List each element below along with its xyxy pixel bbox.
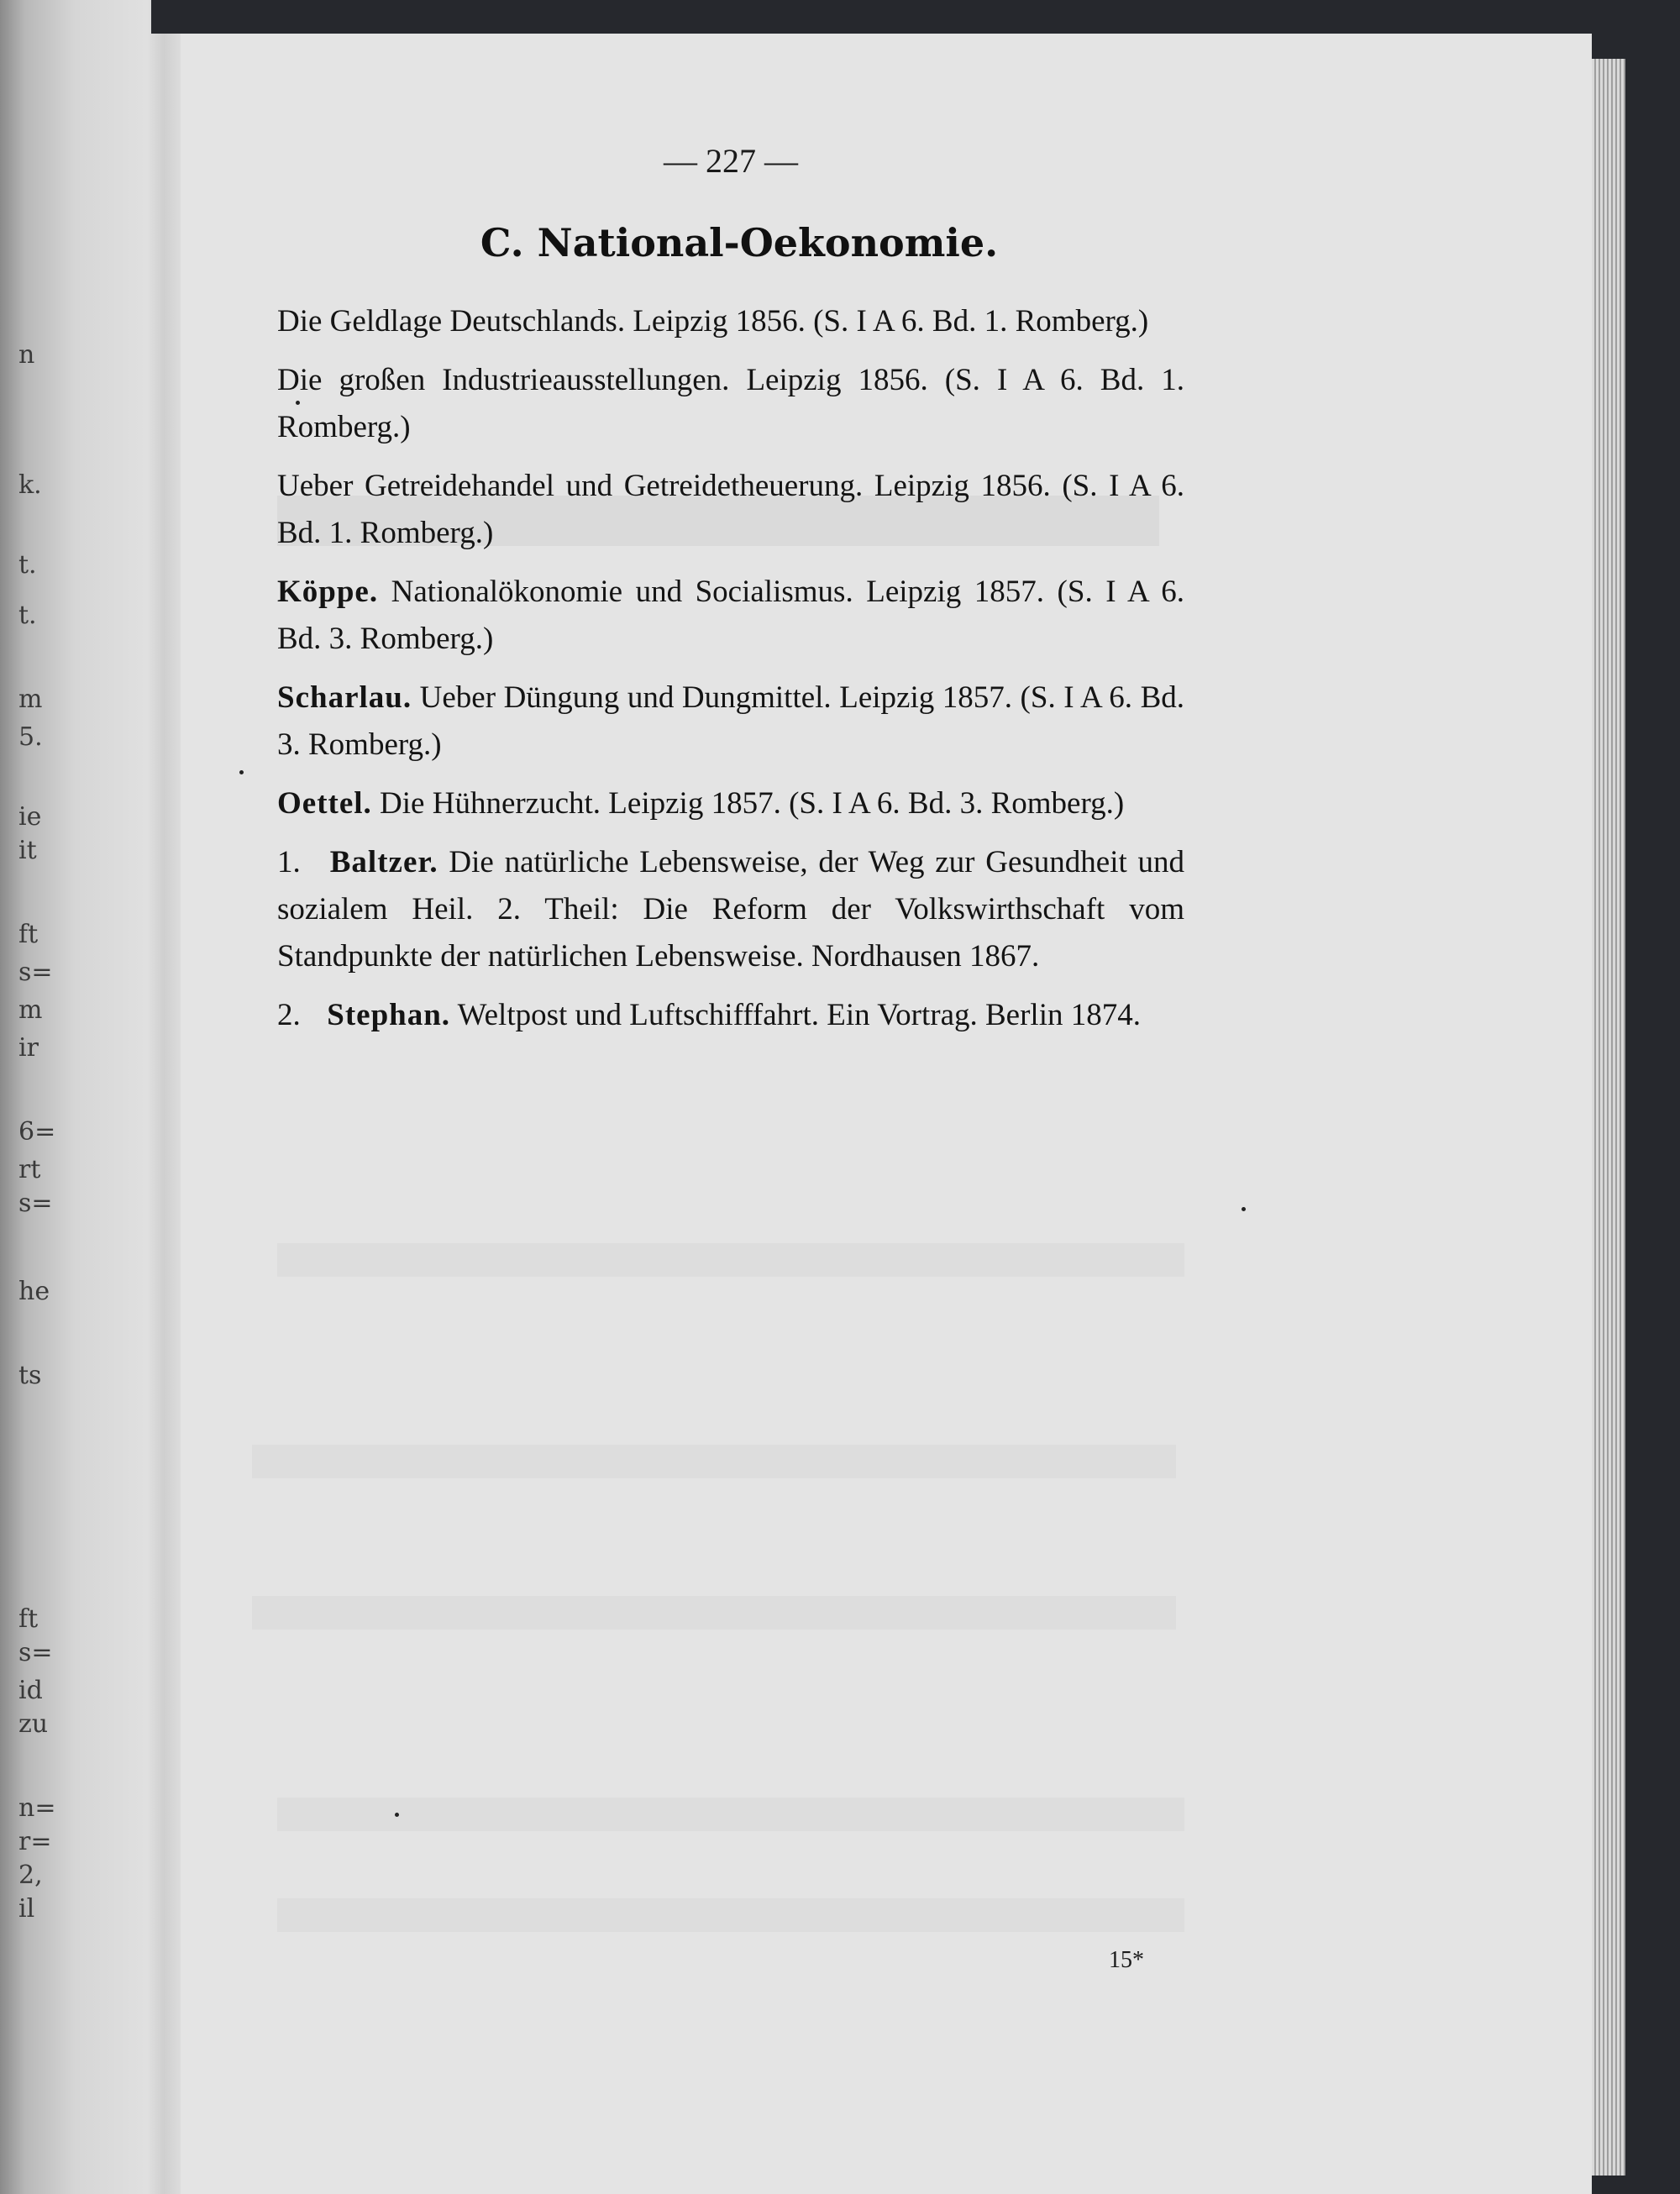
left-page-fragment: rt — [18, 1155, 41, 1184]
left-page-fragment: s= — [18, 1189, 53, 1218]
entry-author: Baltzer. — [329, 845, 438, 879]
left-page-fragment: it — [18, 836, 37, 865]
left-page-fragment: r= — [18, 1827, 52, 1856]
left-page-fragment: zu — [18, 1709, 49, 1739]
entry-number: 2. — [277, 998, 301, 1032]
left-page-fragment: 5. — [18, 722, 43, 752]
left-page-fragment: s= — [18, 1638, 53, 1667]
cover-board-right — [1592, 0, 1680, 2194]
show-through-band — [252, 1445, 1176, 1478]
bibliography-entry — [277, 569, 1184, 663]
left-page-fragment: m — [18, 995, 43, 1025]
entry-text: Die Hühnerzucht. Leipzig 1857. (S. I A 6. Bd. 3. Romberg.) — [380, 786, 1125, 821]
cover-board-top — [151, 0, 1680, 34]
entry-text: Die Geldlage Deutschlands. Leipzig 1856. (S. I A 6. Bd. 1. Romberg.) — [277, 304, 1149, 339]
page-edges — [1592, 59, 1625, 2176]
bibliography-entry — [277, 780, 1184, 827]
show-through-band — [277, 1243, 1184, 1277]
left-page-fragment: s= — [18, 958, 53, 987]
left-facing-page-edge — [0, 0, 147, 2194]
left-page-fragment: 6= — [18, 1117, 56, 1147]
bibliography-entry — [277, 463, 1184, 557]
entry-author: Stephan. — [327, 998, 451, 1032]
speck — [395, 1813, 399, 1817]
left-page-fragment: he — [18, 1277, 50, 1306]
left-page-fragment: n= — [18, 1793, 56, 1823]
section-title: C. National-Oekonomie. — [480, 220, 999, 265]
left-page-fragment: n — [18, 340, 35, 370]
left-page-fragment: il — [18, 1894, 35, 1924]
left-page-fragment: m — [18, 685, 43, 714]
left-page-fragment: t. — [18, 601, 37, 630]
bibliography-entry — [277, 992, 1184, 1039]
entry-number: 1. — [277, 845, 301, 879]
left-page-fragment: ir — [18, 1033, 39, 1063]
book-gutter — [147, 0, 181, 2194]
left-page-fragment: id — [18, 1676, 43, 1705]
entry-text: Die natürliche Lebensweise, der Weg zur Gesundheit und sozialem Heil. 2. Theil: Die Reform der Volkswirthschaft vom Standpunkte der natürlichen Lebensweise. Nordhausen 1867. — [277, 845, 1185, 974]
entry-text: Ueber Getreidehandel und Getreidetheuerung. Leipzig 1856. (S. I A 6. Bd. 1. Romberg.) — [277, 469, 1184, 550]
bibliography-entry — [277, 357, 1184, 451]
left-page-fragment: ft — [18, 920, 39, 949]
entry-text: Nationalökonomie und Socialismus. Leipzig 1857. (S. I A 6. Bd. 3. Romberg.) — [277, 575, 1185, 656]
left-page-fragment: ft — [18, 1604, 39, 1634]
printer-signature: 15* — [1109, 1947, 1144, 1973]
entry-author: Scharlau. — [277, 680, 412, 715]
speck — [1242, 1207, 1246, 1211]
bibliography-entry — [277, 674, 1184, 769]
page-number: — 227 — — [664, 142, 798, 180]
left-page-fragment: 2, — [18, 1861, 43, 1890]
show-through-band — [252, 1596, 1176, 1630]
speck — [239, 770, 244, 774]
entry-text: Die großen Industrieausstellungen. Leipzig 1856. (S. I A 6. Bd. 1. Romberg.) — [277, 363, 1184, 444]
bibliography-entry — [277, 298, 1184, 345]
left-page-fragment: ie — [18, 802, 42, 832]
bibliography-list — [277, 298, 1184, 1051]
entry-author: Oettel. — [277, 786, 372, 821]
show-through-band — [277, 1798, 1184, 1831]
left-page-fragment: ts — [18, 1361, 42, 1390]
entry-text: Weltpost und Luftschifffahrt. Ein Vortrag. Berlin 1874. — [457, 998, 1141, 1032]
left-page-fragment: k. — [18, 470, 42, 500]
left-page-fragment: t. — [18, 550, 37, 580]
show-through-band — [277, 1898, 1184, 1932]
entry-author: Köppe. — [277, 575, 379, 609]
speck — [296, 401, 300, 405]
bibliography-entry — [277, 839, 1184, 980]
entry-text: Ueber Düngung und Dungmittel. Leipzig 1857. (S. I A 6. Bd. 3. Romberg.) — [277, 680, 1184, 762]
